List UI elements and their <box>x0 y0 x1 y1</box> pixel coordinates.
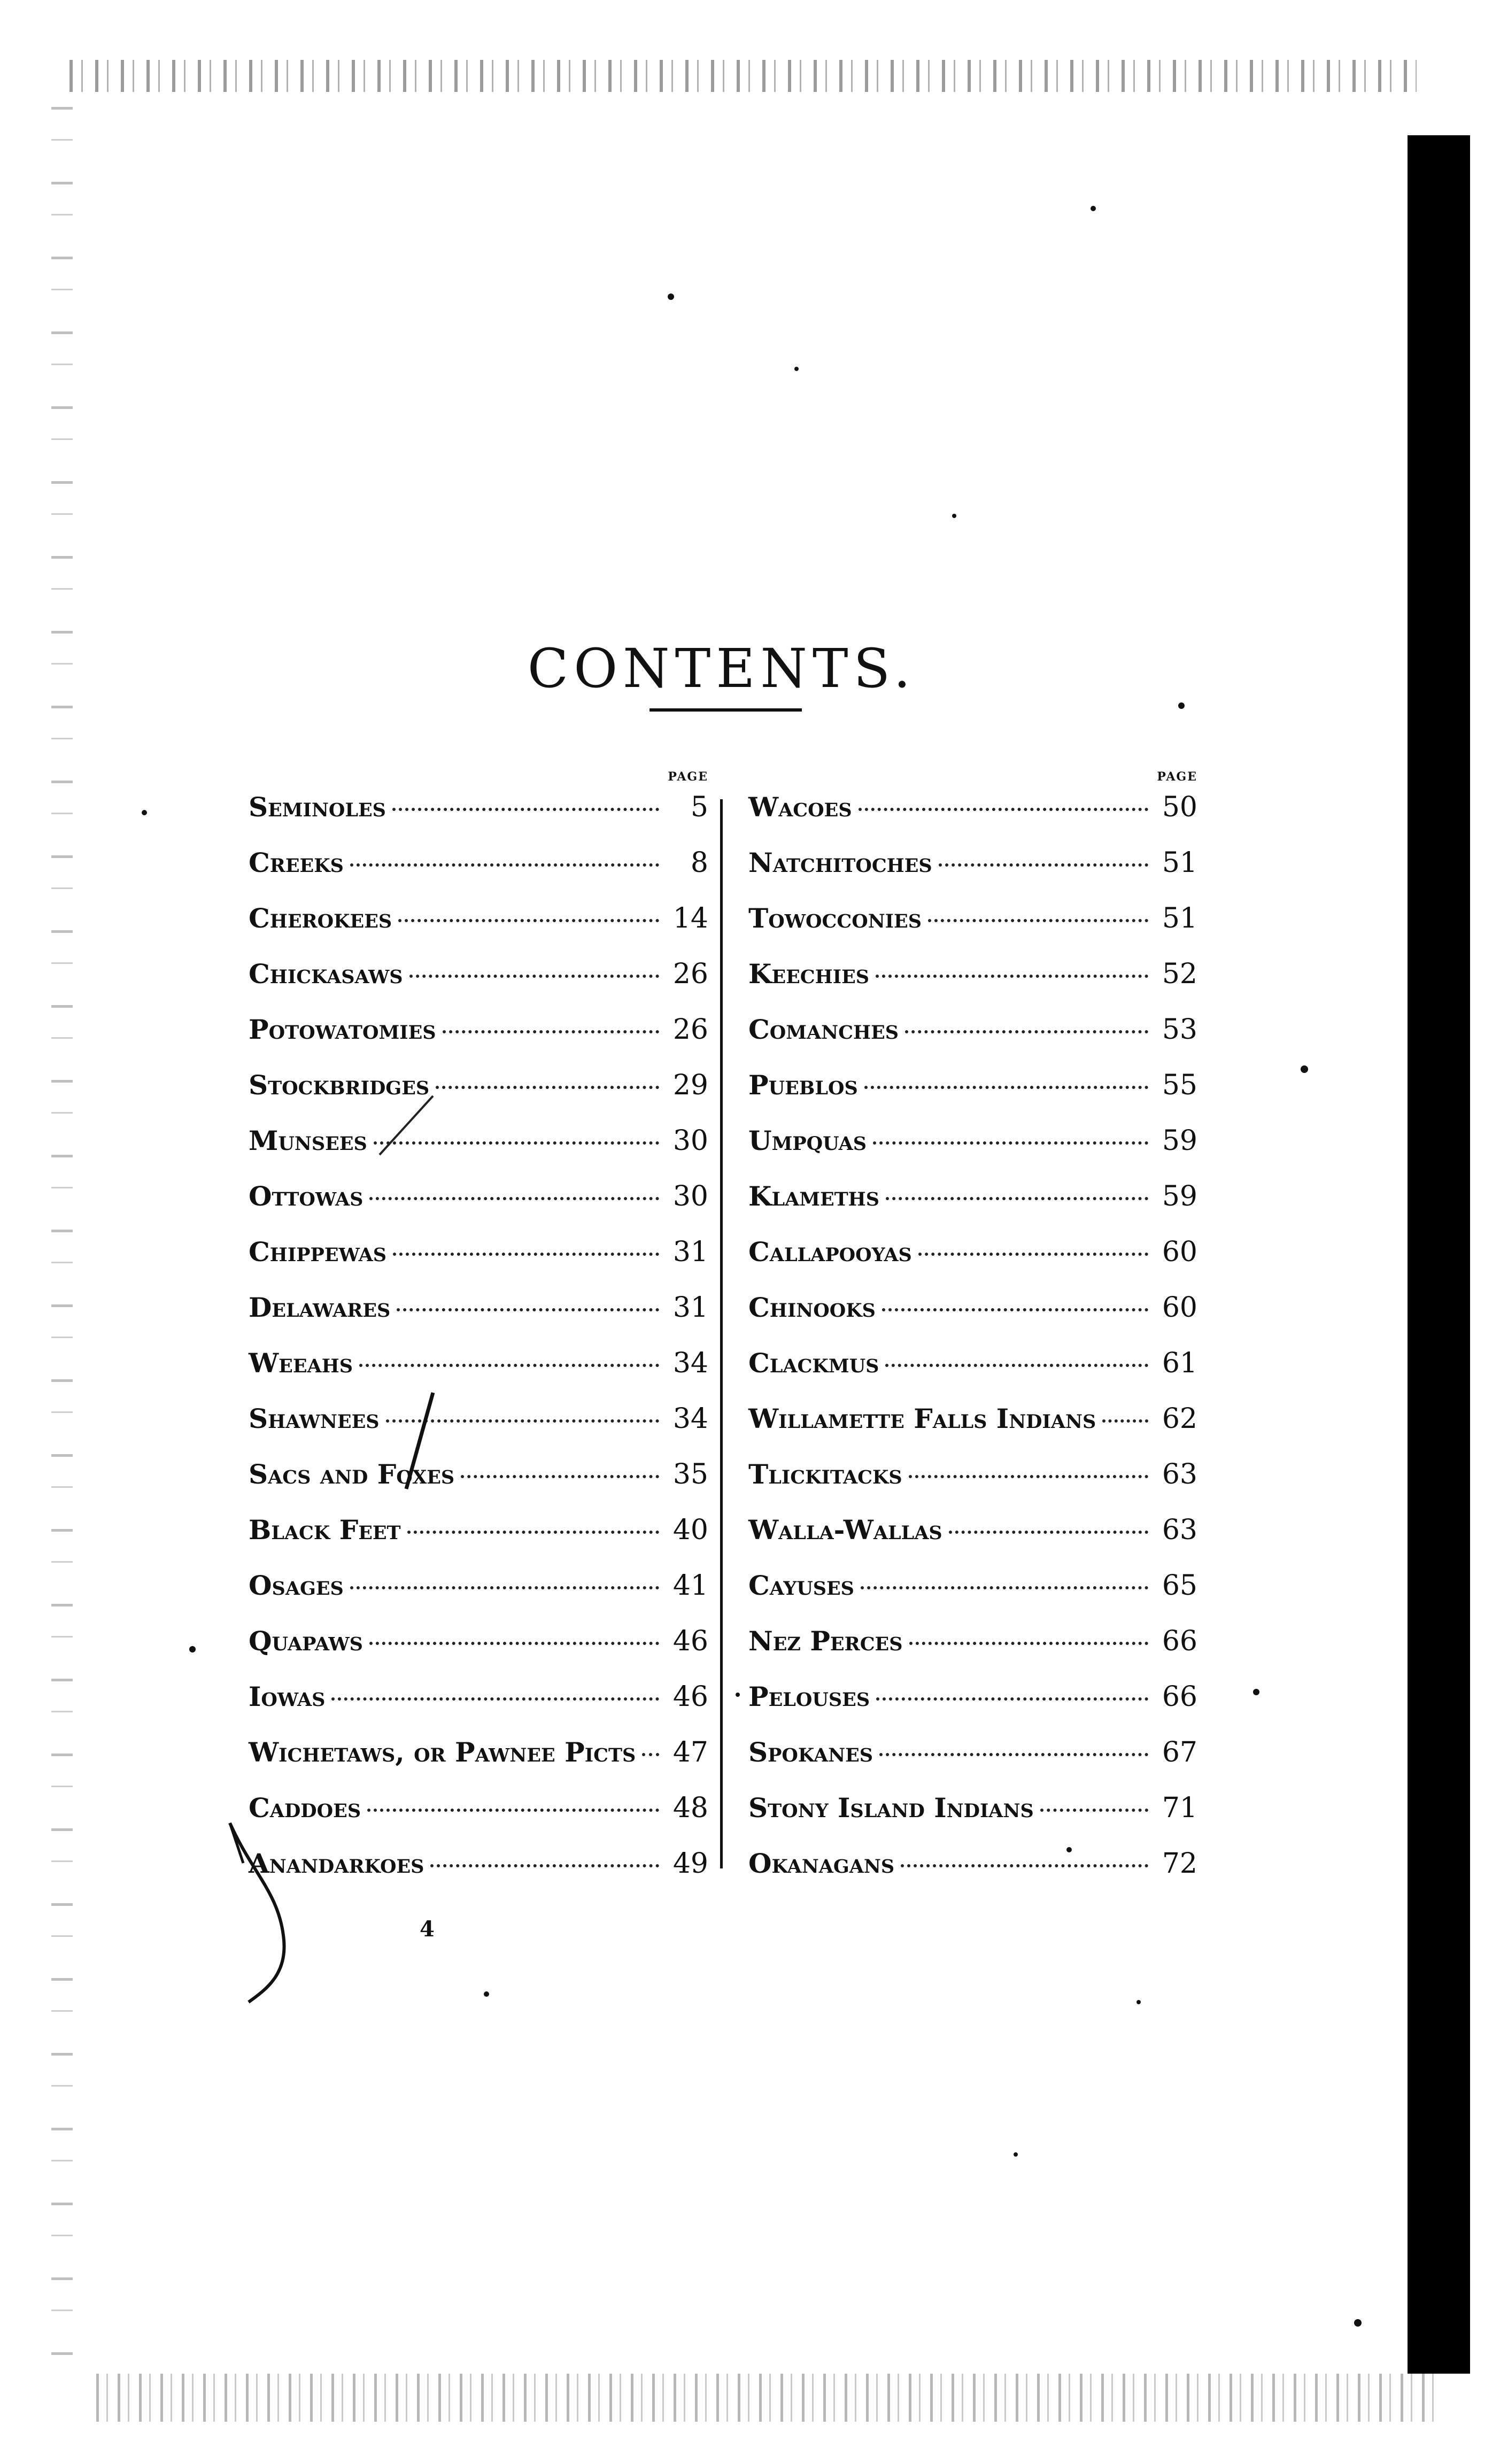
entry-page-number: 8 <box>690 847 708 879</box>
entry-page-number: 34 <box>672 1403 708 1435</box>
dot-leader <box>350 1586 659 1589</box>
entry-title: Nez Perces <box>748 1625 903 1657</box>
dot-leader <box>369 1197 659 1200</box>
page-number: 4 <box>420 1917 435 1942</box>
pencil-tick-mark <box>374 1091 438 1160</box>
entry-page-number: 26 <box>672 958 708 990</box>
entry-page-number: 61 <box>1162 1347 1197 1379</box>
title-rule <box>650 708 802 712</box>
page-title: CONTENTS. <box>527 637 916 700</box>
contents-entry <box>249 1069 708 1125</box>
dot-leader <box>928 919 1148 922</box>
dot-leader <box>876 1697 1148 1701</box>
dot-leader <box>1040 1809 1148 1812</box>
handwritten-pen-mark <box>219 1812 326 2026</box>
dot-leader <box>436 1086 659 1089</box>
entry-page-number: 52 <box>1162 958 1197 990</box>
contents-entry <box>748 1014 1197 1069</box>
contents-entry <box>249 1514 708 1570</box>
entry-title: Weeahs <box>249 1347 353 1379</box>
contents-entry <box>748 1458 1197 1514</box>
contents-entry <box>748 1236 1197 1292</box>
entry-title: Clackmus <box>748 1347 879 1379</box>
entry-title: Potowatomies <box>249 1014 436 1045</box>
entry-page-number: 5 <box>690 791 708 823</box>
entry-title: Pueblos <box>748 1069 858 1101</box>
entry-page-number: 46 <box>672 1625 708 1657</box>
entry-title: Munsees <box>249 1125 367 1156</box>
contents-entry <box>748 1125 1197 1180</box>
contents-entry <box>249 1458 708 1514</box>
entry-page-number: 53 <box>1162 1014 1197 1046</box>
contents-entry <box>249 1347 708 1403</box>
entry-page-number: 31 <box>672 1292 708 1324</box>
contents-entry <box>748 1403 1197 1458</box>
dot-leader <box>393 1253 659 1256</box>
entry-page-number: 59 <box>1162 1180 1197 1212</box>
entry-title: Chippewas <box>249 1236 387 1268</box>
dot-leader <box>901 1864 1148 1867</box>
contents-entry <box>748 1625 1197 1681</box>
entry-page-number: 72 <box>1162 1848 1197 1880</box>
entry-title: Quapaws <box>249 1625 363 1657</box>
entry-title: Willamette Falls Indians <box>748 1403 1096 1434</box>
entry-title: Shawnees <box>249 1403 380 1434</box>
dot-leader <box>331 1697 659 1701</box>
dot-leader <box>642 1753 659 1756</box>
dot-leader <box>861 1586 1148 1589</box>
entry-page-number: 26 <box>672 1014 708 1046</box>
entry-page-number: 65 <box>1162 1570 1197 1602</box>
dot-leader <box>918 1253 1148 1256</box>
contents-entry <box>249 1180 708 1236</box>
dot-leader <box>879 1753 1148 1756</box>
contents-entry <box>748 847 1197 902</box>
contents-entry <box>249 1292 708 1347</box>
entry-title: Towocconies <box>748 902 922 934</box>
entry-page-number: 55 <box>1162 1069 1197 1101</box>
dot-leader <box>905 1030 1148 1033</box>
entry-title: Wacoes <box>748 791 852 823</box>
entry-title: Pelouses <box>748 1681 870 1712</box>
dot-leader <box>369 1642 659 1645</box>
entry-page-number: 35 <box>672 1458 708 1490</box>
dot-leader <box>461 1475 659 1478</box>
entry-title: Comanches <box>748 1014 899 1045</box>
contents-entry <box>748 958 1197 1014</box>
entry-page-number: 29 <box>672 1069 708 1101</box>
entry-title: Chickasaws <box>249 958 403 990</box>
entry-title: Wichetaws, or Pawnee Picts <box>249 1736 636 1768</box>
dot-leader <box>885 1364 1148 1367</box>
dot-leader <box>876 975 1148 978</box>
entry-title: Cayuses <box>748 1570 854 1601</box>
entry-title: Black Feet <box>249 1514 401 1546</box>
contents-entry <box>748 1347 1197 1403</box>
contents-entry <box>249 1625 708 1681</box>
entry-page-number: 60 <box>1162 1292 1197 1324</box>
entry-title: Delawares <box>249 1292 391 1323</box>
entry-page-number: 30 <box>672 1180 708 1212</box>
dot-leader <box>864 1086 1148 1089</box>
entry-page-number: 51 <box>1162 847 1197 879</box>
dot-leader <box>949 1531 1148 1534</box>
dot-leader <box>398 919 659 922</box>
entry-page-number: 41 <box>672 1570 708 1602</box>
contents-entry <box>748 902 1197 958</box>
dot-leader <box>359 1364 659 1367</box>
contents-entry <box>249 1125 708 1180</box>
dot-leader <box>882 1308 1148 1311</box>
contents-entry <box>748 1069 1197 1125</box>
dot-leader <box>443 1030 659 1033</box>
entry-page-number: 47 <box>672 1736 708 1768</box>
contents-entry <box>748 1514 1197 1570</box>
contents-entry <box>249 1014 708 1069</box>
entry-title: Walla-Wallas <box>748 1514 942 1546</box>
contents-entry <box>748 1180 1197 1236</box>
contents-entry <box>249 1570 708 1625</box>
contents-entry <box>249 1403 708 1458</box>
entry-page-number: 40 <box>672 1514 708 1546</box>
page-column-label: PAGE <box>1157 770 1197 784</box>
entry-title: Iowas <box>249 1681 326 1712</box>
entry-title: Tlickitacks <box>748 1458 902 1490</box>
contents-column-left <box>249 770 708 1903</box>
entry-title: Creeks <box>249 847 344 878</box>
entry-title: Caddoes <box>249 1792 361 1824</box>
contents-entry <box>748 1792 1197 1848</box>
contents-entry <box>249 902 708 958</box>
entry-page-number: 34 <box>672 1347 708 1379</box>
dot-leader <box>909 1475 1148 1478</box>
contents-entry <box>249 1236 708 1292</box>
contents-entry <box>748 1292 1197 1347</box>
entry-title: Cherokees <box>249 902 392 934</box>
contents-column-right <box>748 770 1197 1903</box>
dot-leader <box>407 1531 659 1534</box>
entry-title: Klameths <box>748 1180 880 1212</box>
entry-page-number: 49 <box>672 1848 708 1880</box>
entry-title: Natchitoches <box>748 847 932 878</box>
entry-title: Ottowas <box>249 1180 364 1212</box>
entry-page-number: 31 <box>672 1236 708 1268</box>
dot-leader <box>392 808 659 811</box>
entry-page-number: 59 <box>1162 1125 1197 1157</box>
entry-title: Seminoles <box>249 791 386 823</box>
dot-leader <box>367 1809 659 1812</box>
entry-page-number: 62 <box>1162 1403 1197 1435</box>
entry-title: Stony Island Indians <box>748 1792 1034 1824</box>
column-divider <box>720 799 723 1868</box>
entry-page-number: 48 <box>672 1792 708 1824</box>
contents-entry <box>249 791 708 847</box>
entry-page-number: 30 <box>672 1125 708 1157</box>
entry-page-number: 71 <box>1162 1792 1197 1824</box>
dot-leader <box>939 863 1148 867</box>
dot-leader <box>859 808 1148 811</box>
entry-page-number: 63 <box>1162 1458 1197 1490</box>
entry-title: Stockbridges <box>249 1069 430 1101</box>
entry-title: Umpquas <box>748 1125 867 1156</box>
contents-entry <box>249 847 708 902</box>
contents-entry <box>748 1736 1197 1792</box>
dot-leader <box>430 1864 659 1867</box>
entry-page-number: 51 <box>1162 902 1197 934</box>
page-column-label: PAGE <box>668 770 708 784</box>
entry-title: Callapooyas <box>748 1236 912 1268</box>
entry-page-number: 67 <box>1162 1736 1197 1768</box>
contents-entry <box>249 1736 708 1792</box>
contents-entry <box>748 1848 1197 1903</box>
entry-page-number: 14 <box>672 902 708 934</box>
dot-leader <box>873 1141 1148 1145</box>
entry-page-number: 46 <box>672 1681 708 1713</box>
entry-page-number: 60 <box>1162 1236 1197 1268</box>
dot-leader <box>350 863 659 867</box>
entry-page-number: 63 <box>1162 1514 1197 1546</box>
pencil-tick-mark <box>396 1387 444 1494</box>
dot-leader <box>397 1308 659 1311</box>
dot-leader <box>909 1642 1148 1645</box>
contents-entry <box>748 1681 1197 1736</box>
entry-page-number: 66 <box>1162 1625 1197 1657</box>
entry-title: Keechies <box>748 958 870 990</box>
dot-leader <box>886 1197 1148 1200</box>
contents-entry <box>748 791 1197 847</box>
entry-page-number: 50 <box>1162 791 1197 823</box>
contents-entry <box>748 1570 1197 1625</box>
contents-entry <box>249 958 708 1014</box>
dot-leader <box>409 975 659 978</box>
entry-page-number: 66 <box>1162 1681 1197 1713</box>
entry-title: Spokanes <box>748 1736 873 1768</box>
entry-title: Chinooks <box>748 1292 876 1323</box>
dot-leader <box>1102 1419 1148 1423</box>
entry-title: Anandarkoes <box>249 1848 424 1879</box>
entry-title: Osages <box>249 1570 344 1601</box>
contents-entry <box>249 1681 708 1736</box>
entry-title: Sacs and Foxes <box>249 1458 455 1490</box>
entry-title: Okanagans <box>748 1848 895 1879</box>
